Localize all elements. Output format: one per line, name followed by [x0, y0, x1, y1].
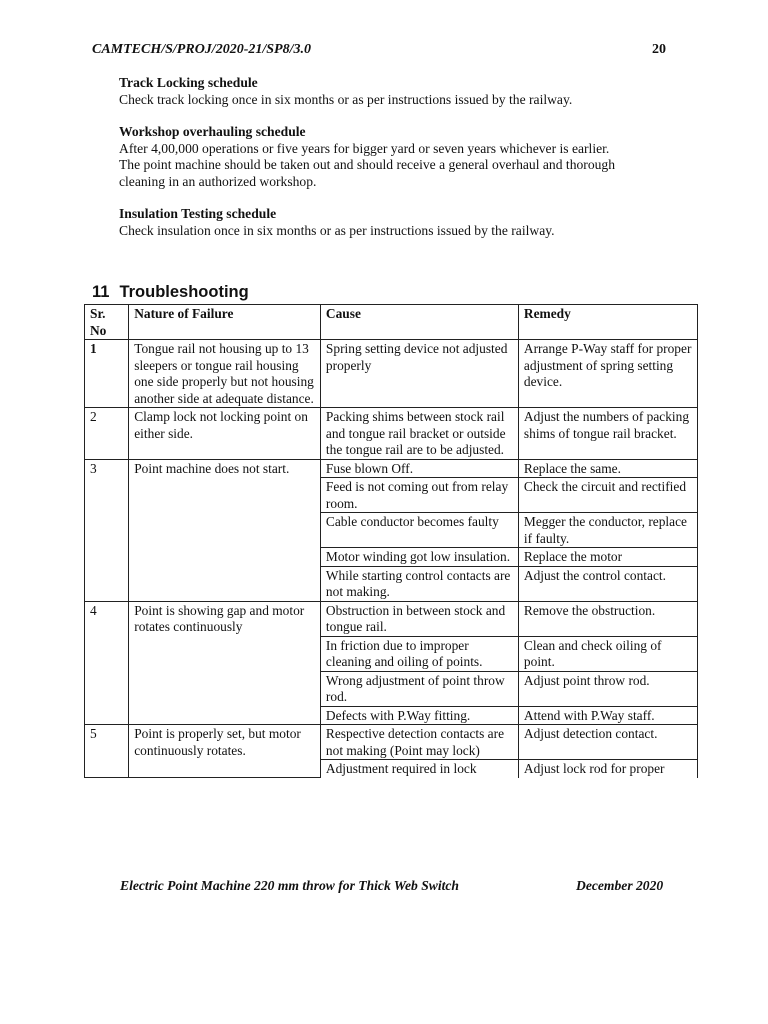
section-title: Troubleshooting: [119, 283, 249, 301]
sr-number: 1: [85, 340, 129, 408]
footer-date: December 2020: [576, 878, 664, 893]
remedy-cell: Replace the motor: [518, 548, 697, 567]
cause-cell: Cable conductor becomes faulty: [320, 513, 518, 548]
table-header-row: [85, 305, 698, 340]
header-sr-no: Sr. No: [85, 305, 129, 340]
cause-cell: In friction due to improper cleaning and oiling of points.: [320, 636, 518, 671]
failure-cell: Point is showing gap and motor rotates continuously: [129, 601, 321, 725]
remedy-cell: Check the circuit and rectified: [518, 478, 697, 513]
schedule-line: Check track locking once in six months or as per instructions issued by the railway.: [119, 91, 573, 107]
table-row: [85, 725, 698, 760]
failure-cell: Tongue rail not housing up to 13 sleepers or tongue rail housing one side properly but not housing another side at adequate distance.: [129, 340, 321, 408]
section-heading: [92, 283, 249, 302]
document-reference: CAMTECH/S/PROJ/2020-21/SP8/3.0: [92, 42, 311, 57]
sr-number: 5: [85, 725, 129, 778]
cause-cell: Feed is not coming out from relay room.: [320, 478, 518, 513]
remedy-cell: Clean and check oiling of point.: [518, 636, 697, 671]
cause-cell: Spring setting device not adjusted properly: [320, 340, 518, 408]
troubleshooting-table: [84, 304, 698, 778]
cause-cell: Packing shims between stock rail and tongue rail bracket or outside the tongue rail are to be adjusted.: [320, 408, 518, 460]
remedy-cell: Replace the same.: [518, 459, 697, 478]
page-number: 20: [652, 42, 666, 57]
failure-cell: Clamp lock not locking point on either side.: [129, 408, 321, 460]
failure-cell: Point machine does not start.: [129, 459, 321, 601]
remedy-cell: Adjust lock rod for proper: [518, 760, 697, 778]
header-remedy: Remedy: [518, 305, 697, 340]
header-cause: Cause: [320, 305, 518, 340]
schedule-insulation-testing: [119, 206, 689, 239]
schedule-line: cleaning in an authorized workshop.: [119, 173, 317, 189]
table-row: [85, 601, 698, 636]
remedy-cell: Adjust the numbers of packing shims of tongue rail bracket.: [518, 408, 697, 460]
remedy-cell: Attend with P.Way staff.: [518, 706, 697, 725]
footer-document-title: Electric Point Machine 220 mm throw for Thick Web Switch: [120, 878, 459, 893]
cause-cell: Adjustment required in lock: [320, 760, 518, 778]
table-row: [85, 408, 698, 460]
remedy-cell: Adjust detection contact.: [518, 725, 697, 760]
cause-cell: Fuse blown Off.: [320, 459, 518, 478]
cause-cell: Wrong adjustment of point throw rod.: [320, 671, 518, 706]
remedy-cell: Remove the obstruction.: [518, 601, 697, 636]
remedy-cell: Adjust the control contact.: [518, 566, 697, 601]
failure-cell: Point is properly set, but motor continuously rotates.: [129, 725, 321, 778]
remedy-cell: Megger the conductor, replace if faulty.: [518, 513, 697, 548]
sr-number: 4: [85, 601, 129, 725]
schedule-track-locking: [119, 75, 689, 108]
cause-cell: Motor winding got low insulation.: [320, 548, 518, 567]
cause-cell: Respective detection contacts are not making (Point may lock): [320, 725, 518, 760]
table-row: [85, 340, 698, 408]
cause-cell: Defects with P.Way fitting.: [320, 706, 518, 725]
schedule-line: Check insulation once in six months or as per instructions issued by the railway.: [119, 222, 555, 238]
schedule-heading: Insulation Testing schedule: [119, 206, 277, 221]
cause-cell: While starting control contacts are not making.: [320, 566, 518, 601]
schedule-line: The point machine should be taken out and should receive a general overhaul and thorough: [119, 157, 616, 172]
table-row: [85, 459, 698, 478]
sr-number: 2: [85, 408, 129, 460]
schedule-heading: Track Locking schedule: [119, 75, 258, 90]
cause-cell: Obstruction in between stock and tongue rail.: [320, 601, 518, 636]
schedule-line: After 4,00,000 operations or five years for bigger yard or seven years whichever is earlier.: [119, 140, 610, 156]
sr-number: 3: [85, 459, 129, 601]
schedule-heading: Workshop overhauling schedule: [119, 124, 306, 139]
remedy-cell: Arrange P-Way staff for proper adjustment of spring setting device.: [518, 340, 697, 408]
header-nature-of-failure: Nature of Failure: [129, 305, 321, 340]
section-number: 11: [92, 283, 110, 301]
schedule-workshop-overhauling: [119, 124, 689, 190]
remedy-cell: Adjust point throw rod.: [518, 671, 697, 706]
